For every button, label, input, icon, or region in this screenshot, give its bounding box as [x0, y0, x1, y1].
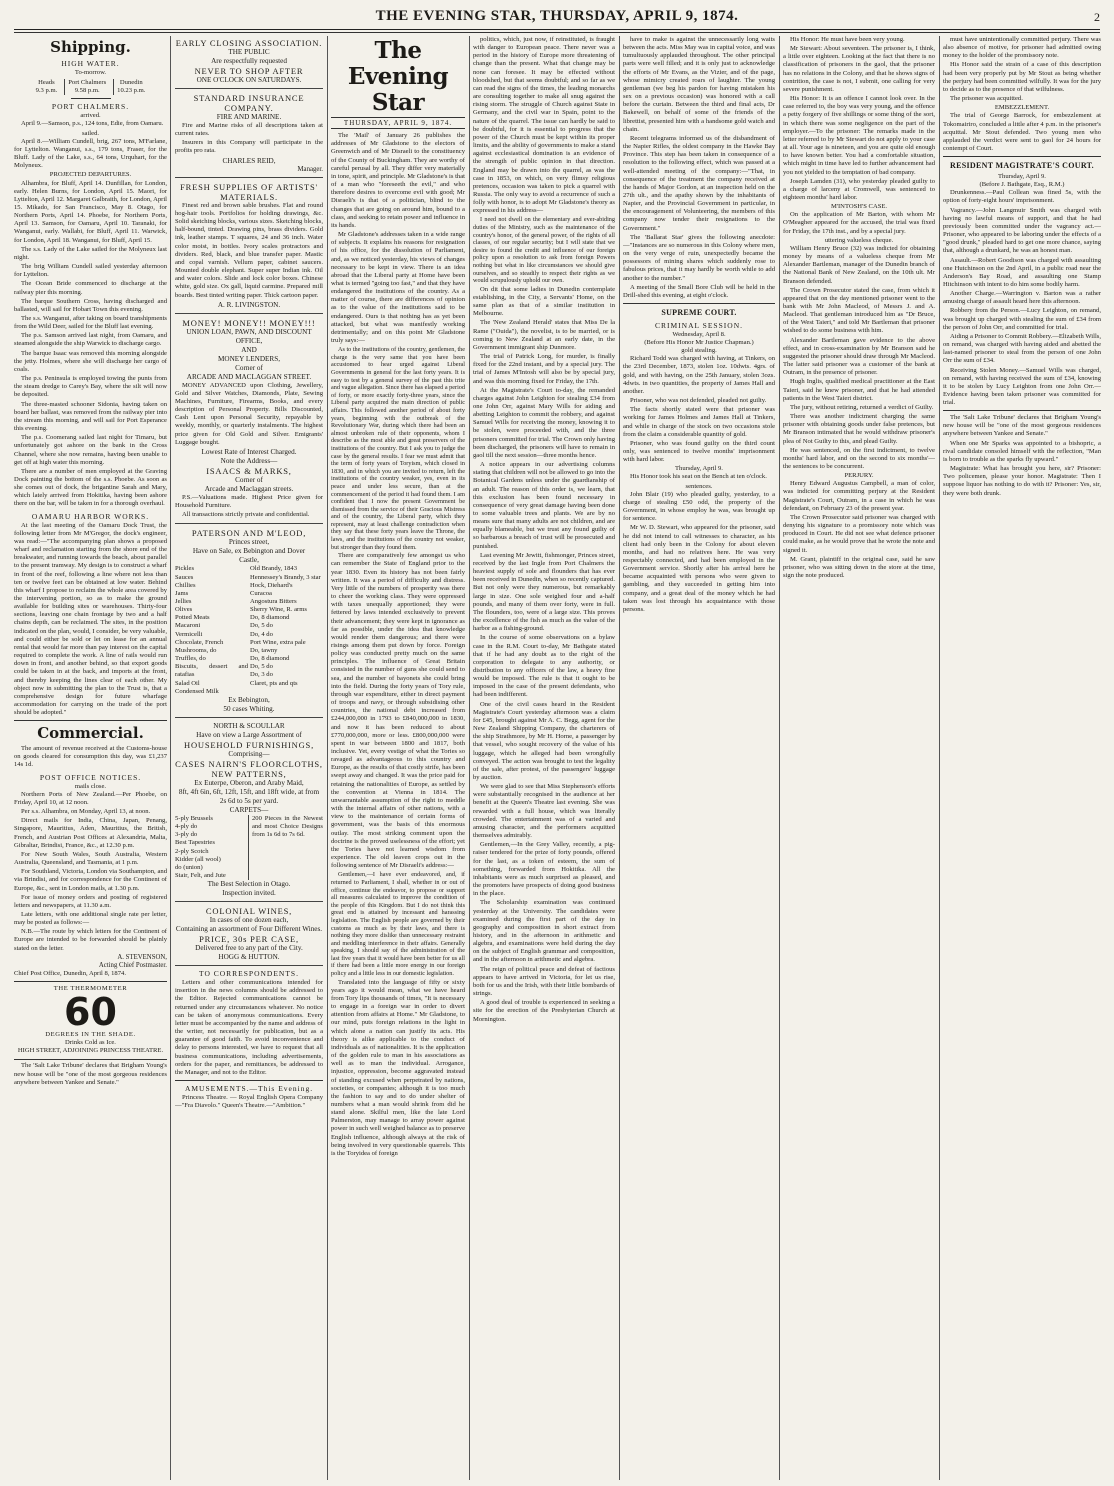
ad-line: NEVER TO SHOP AFTER — [194, 66, 304, 76]
list-item: Do, 5 do — [250, 622, 273, 630]
carpet-list — [175, 815, 323, 880]
newspaper-title: The Evening Star — [347, 37, 449, 116]
list-item: Do, 4 do — [250, 630, 273, 638]
court-text: The Crown Prosecutor stated the case, from which it appeared that on the day mentioned prisoner went to the bank with Mr John Macleod, of Messrs J. and A. Macleod. That gentleman introduced him as "Dr Bruce, of the West Taieri," and told Mr Bartleman that prisoner wished to do some business with him. — [783, 286, 935, 335]
column-magistrate — [943, 36, 1101, 1480]
case-heading: PERJURY. — [844, 472, 874, 480]
court-text: The Crown Prosecutor said prisoner was charged with denying his signature to a promissory note which was produced in Court. He did not see what defence prisoner could make, as he would prove that he wrote the note and signed it. — [783, 513, 935, 554]
ad-line: Inspection invited. — [222, 889, 276, 898]
correspondents-text: Letters and other communications intended for insertion in the news columns should be addressed to the Editor. Rejected communications cannot be returned under any circumstances whatever. No notice can be taken of anonymous communications. Every letter must be accompanied by the name and address of the writer, not necessarily for publication, but as a guarantee of good faith. To avoid inconvenience and delay to persons interested, we have to request that all business communications, including advertisements, orders for the paper, and remittances, be addressed to the Manager, and not to the Editor. — [175, 979, 323, 1076]
supreme-court-heading: SUPREME COURT. — [661, 307, 737, 317]
oamaru-heading: OAMARU HARBOR WORKS. — [31, 511, 150, 521]
tide-chalmers: Port Chalmers 9.58 p.m. — [64, 79, 109, 95]
court-text: The facts shortly stated were that prisoner was working for James Holmes and James Hall at Tinkers, and while in charge of the stock on two occasions stole from the claim a considerable quantity of gold. — [623, 406, 775, 438]
ad-line: 8ft, 4ft 6in, 6ft, 12ft, 15ft, and 18ft wide, at from 2s 6d to 5s per yard. — [178, 787, 320, 805]
ad-line: Corner of — [235, 475, 263, 484]
early-closing-ad — [175, 36, 323, 89]
column-rule — [619, 36, 620, 1480]
ad-line: Have on Sale, ex Bebington and Dover — [192, 547, 306, 556]
list-item: Do, 8 diamond — [250, 655, 290, 663]
court-text: His Honor took his seat on the Bench at ten o'clock. — [630, 473, 767, 481]
amusements-heading: AMUSEMENTS.—This Evening. — [184, 1083, 314, 1093]
column-advertisements — [175, 36, 323, 1480]
post-notice: For New South Wales, South Australia, Western Australia, Queensland, and Tasmania, at 1 p.m. — [14, 850, 167, 867]
post-notice: For Southland, Victoria, London via Southampton, and via Brindisi, and for correspondence for the Continent of Europe, &c., sent in London mails, at 1.30 p.m. — [14, 868, 167, 892]
ad-signature: NORTH & SCOULLAR — [213, 721, 285, 730]
editorial-paragraph: The 'Mail' of January 26 publishes the addresses of Mr Gladstone to the electors of Greenwich and of Mr Disraeli to the constituency of the County of Buckingham. They are worthy of careful perusal by all. They differ very materially in tone, spirit, and principle. Mr Gladstone's is that of a man who "foreseeth the evil," and who therefore desires to overcome evil with good; Mr Disraeli's is that of a politician, blind to the changes that are going on around him, bound to a class, and seeking to retain power and influence in its hands. — [331, 132, 465, 229]
insurance-title: STANDARD INSURANCE COMPANY. — [193, 93, 305, 113]
ad-line: 50 cases Whiting. — [223, 704, 275, 713]
news-paragraph: One of the civil cases heard in the Resident Magistrate's Court yesterday afternoon was a claim for £45, brought against Mr A. C. Begg, agent for the New Zealand Shipping Company, the charterers of the ship Strathmore, by Mr H. Horne, a passenger by that vessel, who sought recovery of the value of his luggage, which he alleged had been wrongfully conveyed. The action was brought to test the legality of the sale, after protest, of the passengers' luggage by auction. — [473, 700, 615, 781]
ad-line: ARCADE AND MACLAGGAN STREET. — [186, 372, 312, 381]
editorial-paragraph: Translated into the language of fifty or sixty years ago it would mean, what we have heard from Tory lips thousands of times, "It is necessary to engage in a foreign war in order to divert attention from affairs at Home." Mr Gladstone, to our mind, puts foreign relations in the light in which alone a nation can justify its acts. His theory is alike applicable to the conduct of individuals as of nationalities. It is the application of the golden rule to man in his associations as well as to man the individual. Arrogance, injustice, oppression, become aggravated instead of standing excused when perpetrated by nations, societies, or companies; although it is too much the fashion to say and to do under shelter of numbers what a man would shrink from did he stand alone. Skilful men, like the late Lord Palmerston, may manage to array power against power in such well weighed balance as to preserve English influence, although always at the risk of being involved in very questionable quarrels. This is the Toryidea of foreign — [331, 978, 465, 1157]
case-heading: M'INTOSH'S CASE. — [830, 203, 888, 211]
column-editorial — [331, 36, 465, 1480]
court-date: Wednesday, April 8. — [672, 330, 726, 338]
early-closing-title: EARLY CLOSING ASSOCIATION. — [175, 38, 323, 48]
news-paragraph: At the Magistrate's Court to-day, the remanded charges against John Leighton for stealing £34 from one John Orr, against Mary Wills for aiding and abetting Leighton to commit the robbery, and against Samuel Wills for receiving the money, knowing it to be stolen, were proceeded with, and the three prisoners committed for trial. The Crown only having been discharged, the prisoners will have to remain in gaol till the next session—three months hence. — [473, 386, 615, 459]
ad-line: UNION LOAN, PAWN, AND DISCOUNT OFFICE, — [186, 327, 312, 345]
furnishings-ad — [175, 720, 323, 902]
court-date: Thursday, April 9. — [998, 172, 1046, 180]
tomorrow-label: To-morrow. — [74, 69, 107, 76]
court-text: Alexander Bartleman gave evidence to the above effect, and in cross-examination by Mr Branson said he suggested the prisoner should draw through Mr Macleod. The latter said prisoner was a customer of the bank at Outram, in the presence of prisoner. — [783, 336, 935, 377]
ad-text: Finest red and brown sable brushes. Flat and round hog-hair tools. Portfolios for holding drawings, &c. Solid sketching blocks, various sizes. Sketching blocks, half-bound, tinted. Drawing pins, brass dividers. Gold ink, leather stamps. T squares, 24 and 36 inch. Water color moist, in bottles. Ivory scales protractors and dividers. Red, black, and blue transfer paper. Mastic and copal varnish. Vellum paper, cabinet saucers. Mounted double elephant. Super super Indian ink. Oil and water colors. Slide and lock color boxes. Chinese white, gold size. Ox gall, liquid carmine. Prepared mill boards. Best tinted writing paper. Thick cartoon paper. — [175, 201, 323, 299]
paterson-title: PATERSON AND M'LEOD, — [191, 528, 307, 539]
news-paragraph: have to make is against the unnecessarily long waits between the acts. Miss May was in capital voice, and was tumultuously applauded throughout. The other principal parts were well filled; and it is only just to acknowledge the efforts of Mr Evans, as the Vizier, and of the page, whose mimicry created roars of laughter. The young gentleman (we beg his pardon for having mistaken his sex on a previous occasion) was honored with a call before the curtain. Between the third and final acts, Dr Bakewell, on behalf of some of the friends of the librettist, presented him with a handsome gold watch and chain. — [623, 36, 775, 133]
list-item: 2-ply Scotch — [175, 847, 209, 855]
divider — [14, 1059, 167, 1060]
high-water-heading: HIGH WATER. — [61, 59, 120, 68]
oamaru-text: At the last meeting of the Oamaru Dock Trust, the following letter from Mr M'Gregor, the dock's engineer, was read:—"The accompanying plan shows a proposed wharf and reclamation starting from the shore end of the breakwater, and running towards the beach, about parallel to the present tramway. My design is to construct a wharf in front of the reef, following a line where not less than ten or twelve feet can be obtained at low water. Behind this wharf I propose to reclaim the whole area covered by the intervening portion, so as to make the ground available for building sites or warehouses. Thirty-four sections, leaving one chain frontage by two and a half chains depth, can be reclaimed. The sites, in the position indicated on the plan, would, I consider, be very valuable, and could either be sold or let on lease for an annual rental that would far more than pay interest on the capital required to complete the work. A line of rails would run down in front, and another behind, so that export goods could be taken in at the back, and imports at the front, and thereby keeping the lines clear of each other. My object now in submitting the plan to the Trust is, that a comprehensive design for future wharfage accommodation for carrying on the trade of the port should be adopted." — [14, 521, 167, 717]
column-rule — [939, 36, 940, 1480]
court-text: He was sentenced, on the first indictment, to twelve months' hard labor, and on the second to six months'—the sentences to be concurrent. — [783, 446, 935, 470]
column-news — [473, 36, 615, 1480]
ad-text: All transactions strictly private and confidential. — [182, 511, 310, 519]
masthead-rule — [14, 32, 1100, 33]
list-item: Stair, Felt, and Jute — [175, 871, 226, 879]
shipping-heading: Shipping. — [50, 38, 131, 56]
news-paragraph: Gentlemen,—In the Grey Valley, recently, a pig-raiser tendered for the prize of forty pounds, offered for the last, as a token of esteem, the sum of something, forwarded from Hokitika. All the inhabitants were as much surprised as pleased, and the promoters have prospects of doing good business in the place. — [473, 841, 615, 898]
ad-line: ONE O'CLOCK ON SATURDAYS. — [196, 76, 302, 84]
list-item: Olives — [175, 606, 193, 614]
ad-line: Ex Bebington, — [228, 695, 270, 704]
ad-line: Ex Euterpe, Oberon, and Araby Maid, — [194, 778, 304, 787]
court-text: The trial of George Barrock, for embezzlement at Tokomairiro, concluded a little after 4 p.m. in the prisoner's acquittal. Mr Stout defended. Two young men who applauded the verdict were sent to gaol for 24 hours for contempt of Court. — [943, 112, 1101, 153]
court-text: His Honor: It is an offence I cannot look over. In the case referred to, the boy was very young, and the offence a petty forgery of five shillings or some thing of the sort, in which there was some negligence on the part of the employer.—To the prisoner: The remarks made in the letter referred to by Mr Stewart do not apply to your case at all. Your age is nineteen, and you are quite old enough to have known better. You had a comfortable situation, which might in time have led to further advancement had you not yielded to the temptation of bad company. — [783, 95, 935, 176]
list-item: Jellies — [175, 598, 192, 605]
case-heading: uttering valueless cheque. — [824, 236, 894, 244]
shipping-news: The p.s. Peninsula is employed towing the punts from the steam dredge to Carey's Bay, where the silt will now be deposited. — [14, 375, 167, 399]
ad-line: Are respectfully requested — [211, 57, 287, 65]
court-text: His Honor: He must have been very young. — [790, 36, 905, 43]
list-item: Claret, pts and qts — [250, 679, 298, 687]
list-item: Kidder (all wool) — [175, 855, 221, 863]
post-heading: POST OFFICE NOTICES. — [39, 772, 142, 782]
court-text: Richard Todd was charged with having, at Tinkers, on the 23rd December, 1873, stolen 1oz. 10dwts. 4grs. of gold, and with having, on the 25th January, stolen 3ozs. 4dwts. in two quantities, the property of James Hall and another. — [623, 355, 775, 395]
list-item: Condensed Milk — [175, 687, 219, 695]
news-paragraph: In the course of some observations on a bylaw case in the R.M. Court to-day, Mr Bathgate stated that if he had any doubt as to the right of the corporation to delegate to any authority, or distribution to any officers of the law, a heavy fine would be imposed. The rule is that it ought to be imposed in the case of the present defendants, who had been indifferent. — [473, 634, 615, 699]
court-text: William Henry Bruce (32) was indicted for obtaining money by means of a valueless cheque from Mr Alexander Bartleman, manager of the Dunedin branch of the National Bank of New Zealand, on the 10th ult. Mr Branson defended. — [783, 244, 935, 285]
list-item: Old Brandy, 1843 — [250, 565, 298, 573]
list-item: Jams — [175, 589, 189, 597]
artists-materials-ad — [175, 180, 323, 314]
projected-text: Alhambra, for Bluff, April 14. Dunfillan, for London, early. Helen Burns, for London, April 15. Maori, for Lyttelton, April 12. Margaret Galbraith, for London, April 15. Mikado, for San Francisco, May 8. Otago, for Northern Ports, April 14. Phoebe, for Northern Ports, April 13. Samson, for Oamaru, April 10. Taranaki, for Wanganui, early. Wallabi, for Bluff, April 11. Warwick, for London, April 18. Wanganui, for Bluff, April 15. — [14, 179, 167, 244]
projected-heading: PROJECTED DEPARTURES. — [49, 171, 132, 179]
masthead-title: THE EVENING STAR, THURSDAY, APRIL 9, 1874. — [375, 8, 739, 24]
news-paragraph: Magistrate: What has brought you here, sir? Prisoner: Two policemen, please your honor. Magistrate: Then I suppose liquor has nothing to do with it? Prisoner: Yes, sir, they were both drunk. — [943, 465, 1101, 497]
list-item: Chocolate, French — [175, 638, 224, 646]
commercial-heading: Commercial. — [37, 724, 144, 743]
correspondents-heading: TO CORRESPONDENTS. — [199, 969, 299, 979]
list-item: Sauces — [175, 573, 194, 581]
news-quote: I need not dwell on the elementary and ever-abiding duties of the Ministry, such as the maintenance of the country's honor, of the general power, of the rights of all classes, of our regular security; but I will state that we desire to found the credit and influence of our foreign policy upon a resolution to ask from foreign Powers nothing but what in like circumstances we should give ourselves, and so steadily to respect their rights as we would scrupulously uphold our own. — [473, 216, 615, 285]
therm-note: Drinks Cold as Ice. — [65, 1039, 116, 1047]
list-item: Truffles, do — [175, 655, 206, 663]
list-item: 3-ply do — [175, 831, 198, 839]
ad-line: Note the Address— — [220, 456, 278, 465]
list-item: Best Tapestries — [175, 839, 215, 847]
case-heading: EMBEZZLEMENT. — [994, 104, 1050, 112]
furnishings-title: HOUSEHOLD FURNISHINGS, — [184, 739, 314, 750]
carpet-items — [175, 815, 246, 880]
criminal-session-heading: CRIMINAL SESSION. — [655, 320, 743, 330]
ad-line: Corner of — [235, 363, 263, 372]
ad-line: MONEY LENDERS, — [217, 354, 281, 363]
list-item: 5-ply Brussels — [175, 814, 213, 822]
court-text: Robbery from the Person.—Lucy Leighton, on remand, was brought up charged with stealing the sum of £34 from the person of John Orr, and committed for trial. — [943, 307, 1101, 331]
court-text: Henry Edward Augustus Campbell, a man of color, was indicted for committing perjury at the Resident Magistrate's Court, Outram, in a case in which he was defendant, on February 23 of the present year. — [783, 480, 935, 512]
sailed-text: April 8.—William Cundell, brig, 267 tons, M'Farlane, for Lyttelton. Wanganui, s.s., 179 tons, Fraser, for the Bluff. Lady of the Lake, s.s., 64 tons, Urquhart, for the Molyneux. — [14, 137, 167, 170]
list-item: Do, tawny — [250, 646, 278, 654]
column-rule — [170, 36, 171, 1480]
artists-title: FRESH SUPPLIES OF ARTISTS' MATERIALS. — [180, 181, 318, 202]
news-paragraph: A good deal of trouble is experienced in seeking a site for the erection of the Presbyterian Church at Mornington. — [473, 999, 615, 1023]
list-item: Hennessey's Brandy, 3 star — [250, 573, 321, 581]
column-rule — [469, 36, 470, 1480]
news-paragraph: When one Mr Sparks was appointed to a bishopric, a rival candidate consoled himself with the reflection, "Man is born to trouble as the sparks fly upward." — [943, 439, 1101, 463]
amusements-text: Princess Theatre. — Royal English Opera Company—"Fra Diavolo." Queen's Theatre.—"Ambition." — [175, 1093, 323, 1109]
ad-line: CARPETS— — [229, 805, 269, 814]
list-item: Curacoa — [250, 589, 272, 597]
column-shipping — [14, 36, 167, 1480]
thermometer-ad — [14, 985, 167, 1056]
court-text: Assault.—Robert Goodison was charged with assaulting one Hutchinson on the 2nd April, in a public road near the Anderson's Bay Road, and assaulting one Stamp Hitchinson with intent to do him some bodily harm. — [943, 256, 1101, 289]
list-item: Salad Oil — [175, 679, 200, 687]
postmaster-signature: A. STEVENSON, — [117, 953, 167, 961]
insurance-ad — [175, 91, 323, 178]
court-before: (Before J. Bathgate, Esq., R.M.) — [979, 181, 1065, 189]
court-text: Receiving Stolen Money.—Samuel Wills was charged, on remand, with having received the sum of £34, knowing it to be stolen by Lucy Leighton from one John Orr.—Evidence having been taken prisoner was committed for trial. — [943, 366, 1101, 407]
money-ad — [175, 316, 323, 525]
port-chalmers-heading: PORT CHALMERS. — [51, 102, 130, 112]
court-text: John Blair (19) who pleaded guilty, yesterday, to a charge of stealing £50 odd, the property of the Government, in whose employ he was, was brought up for sentence. — [623, 490, 775, 523]
court-text: Another Charge.—Warrington v. Barton was a rather amusing charge of assault heard here this afternoon. — [943, 290, 1101, 306]
ad-signature: ISAACS & MARKS, — [206, 465, 292, 476]
news-paragraph: A meeting of the Small Bore Club will be held in the Drill-shed this evening, at eight o'clock. — [623, 283, 775, 299]
court-text: The prisoner was acquitted. — [950, 95, 1023, 103]
wines-title: COLONIAL WINES, — [205, 906, 293, 917]
court-date: Thursday, April 9. — [675, 465, 723, 473]
editorial-paragraph: Mr Gladstone's addresses taken in a wide range of subjects. It explains his reasons for resignation of his office, for the dissolution of Parliament, and, as we noticed yesterday, his views of changes necessary to be kept in view. There is an idea abroad that the Liberal party at Home have been what is termed "going too fast," and that they have endangered the institutions of the country. As a matter of course, there are differences of opinion as to the value of the institutions said to be endangered. Ours is that nothing has as yet been attacked, but what was manifestly working detrimentally; and on this point Mr Gladstone truly says:— — [331, 231, 465, 345]
list-item: 4-ply do — [175, 823, 198, 831]
list-item: Hock, Diehard's — [250, 581, 293, 589]
shipping-news: The barque Southern Cross, having discharged and ballasted, will sail for Hobart Town this evening. — [14, 297, 167, 313]
shipping-news: The s.s. Lady of the Lake sailed for the Molyneux last night. — [14, 245, 167, 261]
dateline: THURSDAY, APRIL 9, 1874. — [331, 117, 465, 129]
editorial-paragraph: There are comparatively few amongst us who can remember the State of England prior to the year 1830. Even its history has not been fairly written. It was a period of difficulty and distress. Very little of the numbers of prosperity was there to cheer the working class. They were oppressed with taxes unequally apportioned; they were fettered by laws intended exclusively to prevent their advancement; they were kept in ignorance as far as possible, under the idea that knowledge would render them dangerous; and there were risings among them put down by force. Foreign policy was conducted pretty much on the same principles. The influence of Great Britain consisted in the number of guns she could send to sea, and the number of bayonets she could bring into the field. During the forty years of Tory rule, through war expenditure, either in direct payment of troops and navy, or through subsidising other countries, the national debt increased from £244,000,000 in 1793 to £840,000,000 in 1830, and now it has been reduced to about £770,000,000, more or less. £800,000,000 were spent in war between 1800 and 1817, both inclusive. Yet, every vestige of what the Tories so ravaged as advantageous to this country and Europe, as the results of that costly strife, has been swept away and changed. It was the price paid for retaining the nationalities of Europe, as settled by the convention at Vienna in 1814. The unwarrantable assumption of the right to meddle with the internal affairs of other nations, with a view to the maintenance of certain forms of government, was the basis of this enormous outlay. The most striking comment upon the doctrine is the proved uselessness of the effort; yet the Tories have not learned wisdom from experience. The old leaven crops out in the following sentence of Mr Disraeli's address:— — [331, 552, 465, 870]
ad-line: Castle, — [239, 556, 259, 565]
court-text: Prisoner, who was not defended, pleaded not guilty. — [630, 397, 767, 405]
divider — [623, 303, 775, 304]
court-text: Aiding a Prisoner to Commit Robbery.—Elizabeth Wills, on remand, was charged with having aided and abetted the last-named prisoner to steal from the person of one John Orr the sum of £34. — [943, 332, 1101, 365]
ad-text: Fire and Marine risks of all descriptions taken at current rates. — [175, 122, 323, 138]
court-text: must have unintentionally committed perjury. There was also absence of motive, for prisoner had admitted owing money to the holder of the promissory note. — [943, 36, 1101, 60]
court-text: Mr W. D. Stewart, who appeared for the prisoner, said he did not intend to call witnesses to character, as his client had only been in the Colony for about eleven months, and had no relatives here. He was very respectably connected, and had been employed in the Government service. Shortly after his arrival here he became acquainted with persons who were given to gambling, and they succeeded in getting him into company, and a great deal of the money which he had taken was lost through his acquaintance with those persons. — [623, 524, 775, 613]
post-notice: Northern Ports of New Zealand.—Per Phoebe, on Friday, April 10, at 12 noon. — [14, 790, 167, 806]
ad-text: Insurers in this Company will participate in the profits pro rata. — [175, 139, 323, 155]
court-text: Vagrancy.—John Langmuir Smith was charged with having no lawful means of support, and that he had previously been committed under the vagrancy act.—Prisoner, who appeared to be laboring under the effects of a "good drunk," pleaded hard to get one more chance, saying that, although a drunkard, he was an honest man. — [943, 206, 1101, 255]
therm-value: 60 — [64, 990, 117, 1035]
list-item: Chillies — [175, 581, 196, 589]
post-notice: Per s.s. Alhambra, on Monday, April 13, at noon. — [21, 808, 151, 816]
divider — [71, 98, 111, 99]
ad-signature: CHARLES REID, — [222, 156, 276, 165]
divider — [943, 410, 1101, 411]
post-notice: Direct mails for India, China, Japan, Penang, Singapore, Mauritius, Aden, Mauritius, the British, French, and Austrian Post Offices at Alexandria, Malta, Gibraltar, Brindisi, France, &c., at 12.30 p.m. — [14, 817, 167, 849]
column-court — [623, 36, 775, 1480]
editorial-quote: Gentlemen,—I have ever endeavored, and, if returned to Parliament, I shall, whether in or out of office, continue the endeavor, to propose or support all measures calculated to improve the condition of the people of this Kingdom. But I do not think this great end is attained by incessant and harassing legislation. The English people are governed by their customs as much as by their laws, and there is nothing they more dislike than unnecessary restraint and meddling interference in their affairs. Generally speaking, I should say of the administration of the last five years that it would have been better for us all if there had been a little more energy in our foreign policy and a little less in our domestic legislation. — [331, 871, 465, 978]
ad-line: Lowest Rate of Interest Charged. — [201, 447, 297, 456]
court-text: His Honor said the strain of a case of this description had been very properly put by Mr Stout as being whether the perjury had been committed wilfully. It was for the jury to decide as to the presence of that wilfulness. — [943, 61, 1101, 93]
list-item: Vermicelli — [175, 630, 203, 638]
court-text: On the application of Mr Barton, with whom Mr O'Meagher appeared for the accused, the trial was fixed for Friday, the 17th inst., and by a special jury. — [783, 211, 935, 235]
list-item: Macaroni — [175, 622, 201, 630]
paterson-ad — [175, 526, 323, 718]
column-rule — [779, 36, 780, 1480]
post-date: Chief Post Office, Dunedin, April 8, 1874. — [14, 970, 126, 978]
ad-text: P.S.—Valuations made. Highest Price given for Household Furniture. — [175, 493, 323, 510]
ad-line: AND — [241, 345, 257, 354]
shipping-news: The s.s. Wanganui, after taking on board transhipments from the Wild Deer, sailed for the Bluff last evening. — [14, 315, 167, 331]
list-item: Port Wine, extra pale — [250, 638, 306, 646]
goods-list — [175, 565, 323, 696]
ad-signature: HOGG & HUTTON. — [218, 953, 280, 962]
court-text: M. Grant, plaintiff in the original case, said he saw prisoner, who was sitting down in the store at the time, sign the note produced. — [783, 555, 935, 579]
tide-table — [14, 79, 167, 95]
masthead — [14, 8, 1100, 30]
shipping-news: The barque Isaac was removed this morning alongside the jetty. Holmes, where she will discharge her cargo of coals. — [14, 349, 167, 373]
news-paragraph: The 'Ballarat Star' gives the following anecdote:—"Instances are so numerous in this Colony where men, on the very verge of ruin, unexpectedly became the possessors of mining shares which suddenly rose to fabulous prices, that it may hardly be worth while to add another to the number." — [623, 233, 775, 282]
case-heading: sentences. — [685, 482, 713, 490]
goods-left — [175, 565, 248, 696]
therm-sub: DEGREES IN THE SHADE. — [45, 1031, 136, 1039]
divider — [14, 981, 167, 982]
court-text: There was another indictment charging the same prisoner with obtaining goods under false pretences, but Mr Branson intimated that he would withdraw prisoner's plea of Not Guilty to this, and plead Guilty. — [783, 413, 935, 445]
list-item: Biscuits, dessert and ratafias — [175, 663, 248, 679]
news-paragraph: Recent telegrams informed us of the disbandment of the Napier Rifles, the oldest company in the Hawke Bay Province. This step has been taken in consequence of a resolution to the following effect, which was passed at a well-attended meeting of the company:—"That, in consequence of the treatment the company received at the hands of Major Gordon, at an inspection held on the 27th ult., and the apathy shown by the inhabitants of Napier, and the Provincial Government in particular, in the encouragement of Volunteering, the members of this company now tender their resignations to the Government." — [623, 134, 775, 232]
ad-line: Containing an assortment of Four Different Wines. — [175, 925, 323, 934]
news-paragraph: The 'New Zealand Herald' states that Miss De la Rame ("Ouida"), the novelist, is to be married, or is coming to New Zealand at an early date, in the Government immigrant ship Dunmore. — [473, 319, 615, 351]
court-text: Drunkenness.—Paul Collean was fined 5s, with the option of forty-eight hours' imprisonment. — [943, 189, 1101, 205]
ad-text: MONEY ADVANCED upon Clothing, Jewellery, Gold and Silver Watches, Diamonds, Plate, Sewing Machines, Furniture, Firearms, Books, and every description of Personal Property. Bills Discounted, Cash Lent upon Personal Security, repayable by weekly, monthly, or quarterly instalments. The highest price given for Old Gold and Silver. Emigrants' Luggage bought. — [175, 381, 323, 446]
list-item: Mushrooms, do — [175, 646, 217, 654]
goods-right — [250, 565, 323, 696]
shipping-news: The three-masted schooner Sidonia, having taken on board her ballast, was removed from the railway pier into the stream this morning, and will sail for Port Esperance this evening. — [14, 400, 167, 433]
list-item: do (union) — [175, 863, 203, 871]
ad-line: The Best Selection in Otago. — [207, 880, 291, 889]
ad-line: Comprising— — [228, 749, 270, 758]
list-item: Pickles — [175, 565, 195, 573]
editorial-quote: As to the institutions of the country, gentlemen, the charge is the very same that you have been accustomed to hear urged against Liberal Governments in general for the last forty years. It is easy to test by a general survey of the past this trite and vague allegation. Since there has elapsed a period of forty, or more exactly forty-three years, since the Liberal party acquired the main direction of public affairs. This followed another period of about forty years, beginning with the outbreak of the Revolutionary War, during which there had been an almost unbroken rule of their opponents, whom I describe as the most able and great preservers of the institutions of the country. But I ask you to judge the case by the general results. I fear we must admit that the term of forty years of Toryism, which closed in 1830, and in which you are invited to return, left the institutions of the country weaker, yes, even in its peace and under less secure, than at the commencement of the period it had found them. I am confident that I now the present Government be dismissed from the service of their Gracious Mistress and of the country, the Liberal party, which they represent, may at least challenge contradiction when they say that these forty years leave the Throne, the laws, and the institutions of the country not weaker, but stronger than they found them. — [331, 346, 465, 551]
court-text: Prisoner, who was found guilty on the third count only, was sentenced to twelve months' imprisonment with hard labor. — [623, 439, 775, 464]
shipping-news: The brig William Cundell sailed yesterday afternoon for Lyttelton. — [14, 263, 167, 279]
news-paragraph: The 'Salt Lake Tribune' declares that Brigham Young's new house will be "one of the most gorgeous residences anywhere between Yankee and Senate." — [943, 414, 1101, 438]
sailed-label: sailed. — [81, 129, 100, 137]
arrived-label: arrived. — [80, 112, 101, 120]
post-notice: For issue of money orders and posting of registered letters and newspapers, at 11.30 a.m. — [14, 893, 167, 909]
court-before: (Before His Honor Mr Justice Chapman.) — [644, 338, 754, 346]
arrived-text: April 9.—Samson, p.s., 124 tons, Edie, from Oamaru. — [21, 120, 164, 128]
divider — [943, 156, 1101, 157]
list-item: Do, 3 do — [250, 671, 273, 679]
money-title: MONEY! MONEY!! MONEY!!! — [182, 317, 316, 328]
news-paragraph: Last evening Mr Jewitt, fishmonger, Princes street, received by the last Ingle from Port Chalmers the heaviest supply of sole and flounders that has ever been received in Dunedin, when so recently captured. But not only were they numerous, but remarkably large in size. One sole weighed four and a-half pounds, and many of them over forty, were in full. The flounders, too, were of a large size. This proves the excellence of the fish as much as the value of the harbor as a fishing-ground. — [473, 551, 615, 633]
page-number: 2 — [1094, 10, 1100, 24]
ad-line: FIRE AND MARINE. — [216, 113, 282, 121]
tribune-text: The 'Salt Lake Tribune' declares that Brigham Young's new house will be "one of the most gorgeous residences anywhere between Yankee and Senate." — [14, 1062, 167, 1086]
list-item: Potted Meats — [175, 614, 210, 622]
ad-line: Arcade and Maclaggan streets. — [204, 484, 294, 493]
news-paragraph: A notice appears in our advertising columns stating that children will not be allowed to go into the Botanical Gardens unless under the guardianship of an adult. The reason of this order is, we learn, that this exclusion has been found necessary in consequence of very great damage having been done to some valuable trees and plants. We are by no means sure that many adults are not children, and are equally blameable, but we trust any found guilty of so barbarous a breach of trust will be prosecuted and punished. — [473, 461, 615, 550]
post-notice: Late letters, with one additional single rate per letter, may be posted as follows:— — [14, 910, 167, 927]
list-item: Sherry Wine, R. arms — [250, 606, 307, 614]
carpet-note: 200 Pieces in the Newest and most Choice Designs from 1s 6d to 7s 6d. — [248, 815, 323, 880]
shipping-news: The p.s. Samson arrived last night, from Oamaru, and steamed alongside the ship Warwick to discharge cargo. — [14, 332, 167, 348]
ad-line: Princes street, — [228, 538, 270, 547]
therm-address: HIGH STREET, ADJOINING PRINCESS THEATRE. — [17, 1047, 164, 1055]
court-text: Joseph Lamden (31), who yesterday pleaded guilty to a charge of larceny at Cromwell, was sentenced to eighteen months' hard labor. — [783, 177, 935, 201]
case-heading: gold stealing. — [681, 347, 717, 355]
ad-line: PRICE, 30s PER CASE, — [199, 934, 299, 945]
tide-dunedin: Dunedin 10.23 p.m. — [113, 79, 148, 95]
column-court-continued — [783, 36, 935, 1480]
ad-line: Delivered free to any part of the City. — [195, 944, 303, 953]
commercial-text: The amount of revenue received at the Customs-house on goods cleared for consumption this day, was £1,237 14s 1d. — [14, 745, 167, 769]
resident-magistrate-heading: RESIDENT MAGISTRATE'S COURT. — [950, 160, 1094, 170]
shipping-news: There are a number of men employed at the Graving Dock painting the bottom of the s.s. Phoebe. As soon as she comes out of dock, the brigantine Sarah and Mary, which lately arrived from Hokitika, having been ashore there on the bar, will be taken in for a thorough overhaul. — [14, 467, 167, 508]
ad-line: CASES NAIRN'S FLOORCLOTHS, NEW PATTERNS, — [175, 758, 323, 779]
column-rule — [327, 36, 328, 1480]
ad-signature: A. R. LIVINGSTON. — [217, 300, 281, 309]
news-paragraph: politics, which, just now, if reinstituted, is fraught with danger to European peace. There never was a period in the history of Europe more threatening of change than the present. What that change may be none can foresee. It may be effected without bloodshed, but that seems doubtful; and so far as we can read the signs of the times, the leading monarchs are consulting together to make all snug against the rising storm. The struggle of Church against State in Germany, and the civil war in Spain, point to the nature of the quarrel. The issue can hardly be said to be doubtful, for it is essential to progress that the power of the Church must be kept within its proper limits, and the ability of governments to make a stand against ecclesiastical domination is an evidence of the strength of public opinion in that direction. England may be drawn into the quarrel, as was the case in 1853, on which, on very flimsy religious pretences, occasion was taken to pick a quarrel with Russia. The only way to avoid a recurrence of such a folly with honor, is to adopt Mr Gladstone's theory as expressed in his address— — [473, 36, 615, 215]
ad-line: In cases of one dozen each, — [209, 916, 289, 925]
court-text: Hugh Inglis, qualified medical practitioner at the East Taieri, said he knew prisoner, and that he had attended patients in the West Taieri district. — [783, 378, 935, 402]
mails-close-label: mails close. — [74, 782, 107, 790]
shipping-news: The p.s. Coomerang sailed last night for Timaru, but unfortunately got ashore on the bank in the Cross Channel, where she now remains, having been unable to get off at high water this morning. — [14, 434, 167, 466]
news-paragraph: On dit that some ladies in Dunedin contemplate establishing, in the City, a Servants' Home, on the same plan as that of a similar institution in Melbourne. — [473, 285, 615, 318]
ad-signature-title: Manager. — [297, 165, 323, 173]
list-item: Do, 5 do — [250, 663, 273, 671]
post-notice: N.B.—The route by which letters for the Continent of Europe are intended to be forwarded should be plainly stated on the letter. — [14, 928, 167, 952]
divider — [14, 720, 167, 721]
court-text: Mr Stewart: About seventeen. The prisoner is, I think, a little over eighteen. Looking at the fact that there is no classification of prisoners in the gaol, that the prisoner has no relations in the Colony, and that he shows signs of contrition, the case is not, I submit, one calling for very severe punishment. — [783, 45, 935, 93]
divider — [175, 1080, 323, 1081]
news-paragraph: We were glad to see that Miss Stephenson's efforts were substantially recognised in the audience at her benefit at the Queen's Theatre last evening. She was rewarded with a full house, which was literally crowded. The entertainment was of a varied and amusing character, and the performers acquitted themselves admirably. — [473, 783, 615, 840]
news-paragraph: The trial of Patrick Long, for murder, is finally fixed for the 22nd instant, and by a special jury. The trial of James M'Intosh will also be by special jury, and was this morning fixed for Friday, the 17th. — [473, 353, 615, 385]
tide-heads: Heads 9.3 p.m. — [35, 79, 58, 95]
list-item: Angostura Bitters — [250, 598, 297, 605]
news-paragraph: The Scholarship examination was continued yesterday at the University. The candidates were examined during the first part of the day in geography and composition in short extract from history, and in the afternoon in arithmetic and algebra, and examinations were held during the day on the subject of English grammar and composition, and in the afternoon in arithmetic and algebra. — [473, 899, 615, 964]
therm-heading: THE THERMOMETER — [53, 985, 128, 993]
court-text: The jury, without retiring, returned a verdict of Guilty. — [790, 403, 934, 411]
postmaster-title: Acting Chief Postmaster. — [98, 961, 167, 969]
ad-line: Have on view a Large Assortment of — [196, 730, 302, 739]
ad-line: THE PUBLIC — [228, 48, 270, 56]
wines-ad — [175, 904, 323, 966]
list-item: Do, 8 diamond — [250, 614, 290, 622]
shipping-news: The Ocean Bride commenced to discharge at the railway pier this morning. — [14, 280, 167, 296]
news-paragraph: The reign of political peace and defeat of factious appears to have arrived in Victoria, for let us rise, both for us and the Irish, with their little bombards of strings. — [473, 965, 615, 998]
